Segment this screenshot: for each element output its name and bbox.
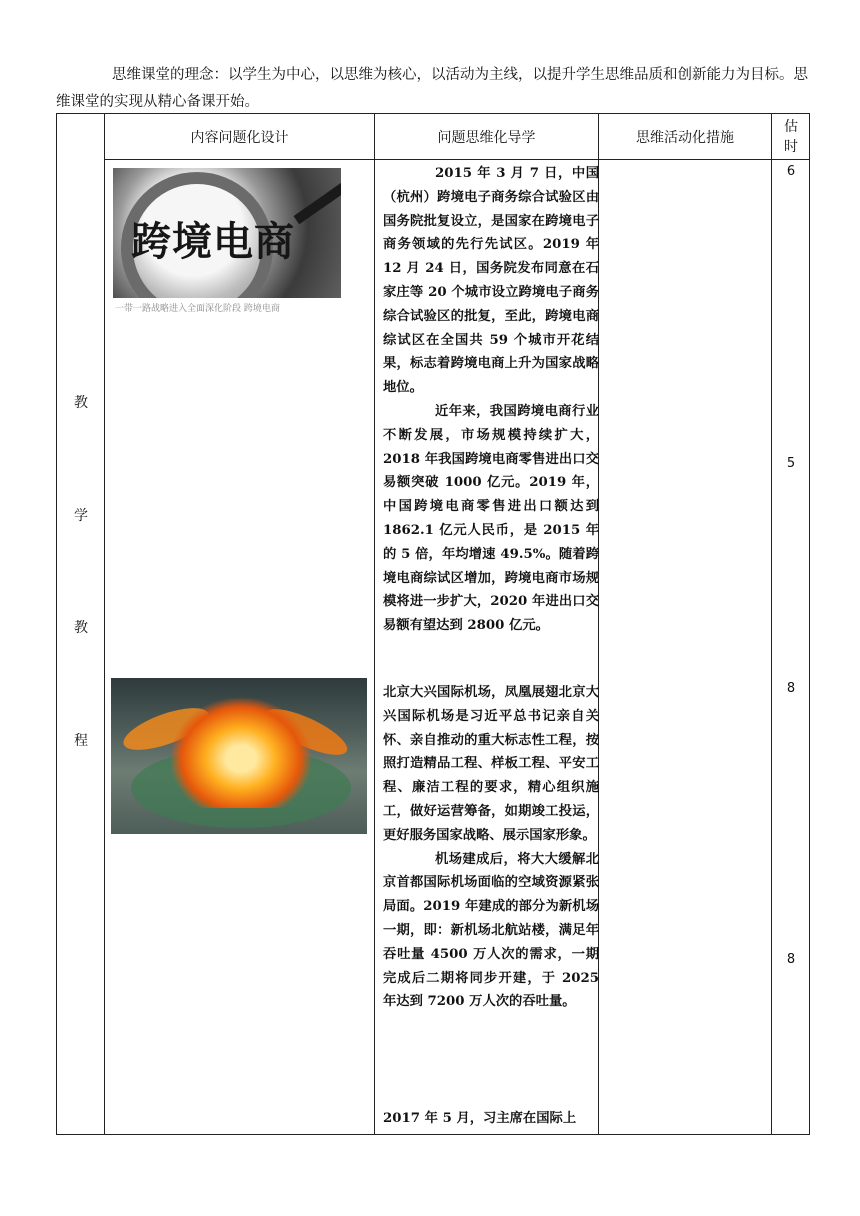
side-label-char: 学 bbox=[74, 508, 88, 524]
time-estimate: 5 bbox=[786, 456, 796, 471]
intro-paragraph: 思维课堂的理念：以学生为中心，以思维为核心，以活动为主线，以提升学生思维品质和创新能力为目标。思维课堂的实现从精心备课开始。 bbox=[56, 67, 808, 110]
guide-paragraph: 机场建成后，将大大缓解北京首都国际机场面临的空域资源紧张局面。2019 年建成的部分为新机场一期，即：新机场北航站楼，满足年吞吐量 4500 万人次的需求，一期完成后二期将同步开建，于 2025 年达到 7200 万人次的吞吐量。 bbox=[383, 851, 599, 1010]
image-headline: 跨境电商 bbox=[131, 219, 295, 265]
guide-paragraph: 2017 年 5 月，习主席在国际上 bbox=[383, 1111, 577, 1126]
daxing-airport-phoenix-image bbox=[111, 678, 367, 834]
side-label-char: 教 bbox=[74, 620, 88, 636]
time-estimate: 8 bbox=[786, 681, 796, 696]
lesson-table bbox=[56, 113, 810, 1135]
guide-text-block bbox=[383, 1107, 599, 1131]
pen-shape bbox=[294, 182, 341, 225]
time-estimate: 8 bbox=[786, 952, 796, 967]
header-estimated-time: 估时 bbox=[784, 119, 798, 155]
guide-paragraph: 2015 年 3 月 7 日，中国（杭州）跨境电子商务综合试验区由国务院批复设立，是国家在跨境电子商务领域的先行先试区。2019 年 12 月 24 日，国务院发布同意在石家庄等 20 个城市设立跨境电子商务综合试验区的批复，至此，跨境电商综试区在全国共 59 个城市开花结果，标志着跨境电商上升为国家战略地位。 bbox=[383, 166, 599, 396]
guide-text-block bbox=[383, 162, 599, 638]
side-label-char: 教 bbox=[74, 395, 88, 411]
guide-paragraph: 近年来，我国跨境电商行业不断发展，市场规模持续扩大，2018 年我国跨境电商零售进出口交易额突破 1000 亿元。2019 年，中国跨境电商零售进出口额达到 1862.1 亿元人民币，是 2015 年的 5 倍，年均增速 49.5%。随着跨境电商综试区增加，跨境电商市场规模将进一步扩大，2020 年进出口交易额有望达到 2800 亿元。 bbox=[383, 403, 599, 634]
side-label-char: 程 bbox=[74, 733, 88, 749]
guide-text-block bbox=[383, 681, 599, 1014]
image-caption: 一带一路战略进入全面深化阶段 跨境电商 bbox=[115, 304, 280, 314]
header-activity-measures: 思维活动化措施 bbox=[636, 130, 734, 146]
column-divider bbox=[771, 114, 772, 1134]
column-divider bbox=[374, 114, 375, 1134]
phoenix-glow bbox=[171, 698, 311, 808]
time-estimate: 6 bbox=[786, 164, 796, 179]
header-content-design: 内容问题化设计 bbox=[190, 130, 289, 146]
cross-border-ecommerce-image bbox=[113, 168, 341, 298]
header-guided-learning: 问题思维化导学 bbox=[437, 130, 536, 146]
guide-paragraph: 北京大兴国际机场，凤凰展翅北京大兴国际机场是习近平总书记亲自关怀、亲自推动的重大标志性工程，按照打造精品工程、样板工程、平安工程、廉洁工程的要求，精心组织施工，做好运营筹备，如期竣工投运，更好服务国家战略、展示国家形象。 bbox=[383, 685, 599, 843]
